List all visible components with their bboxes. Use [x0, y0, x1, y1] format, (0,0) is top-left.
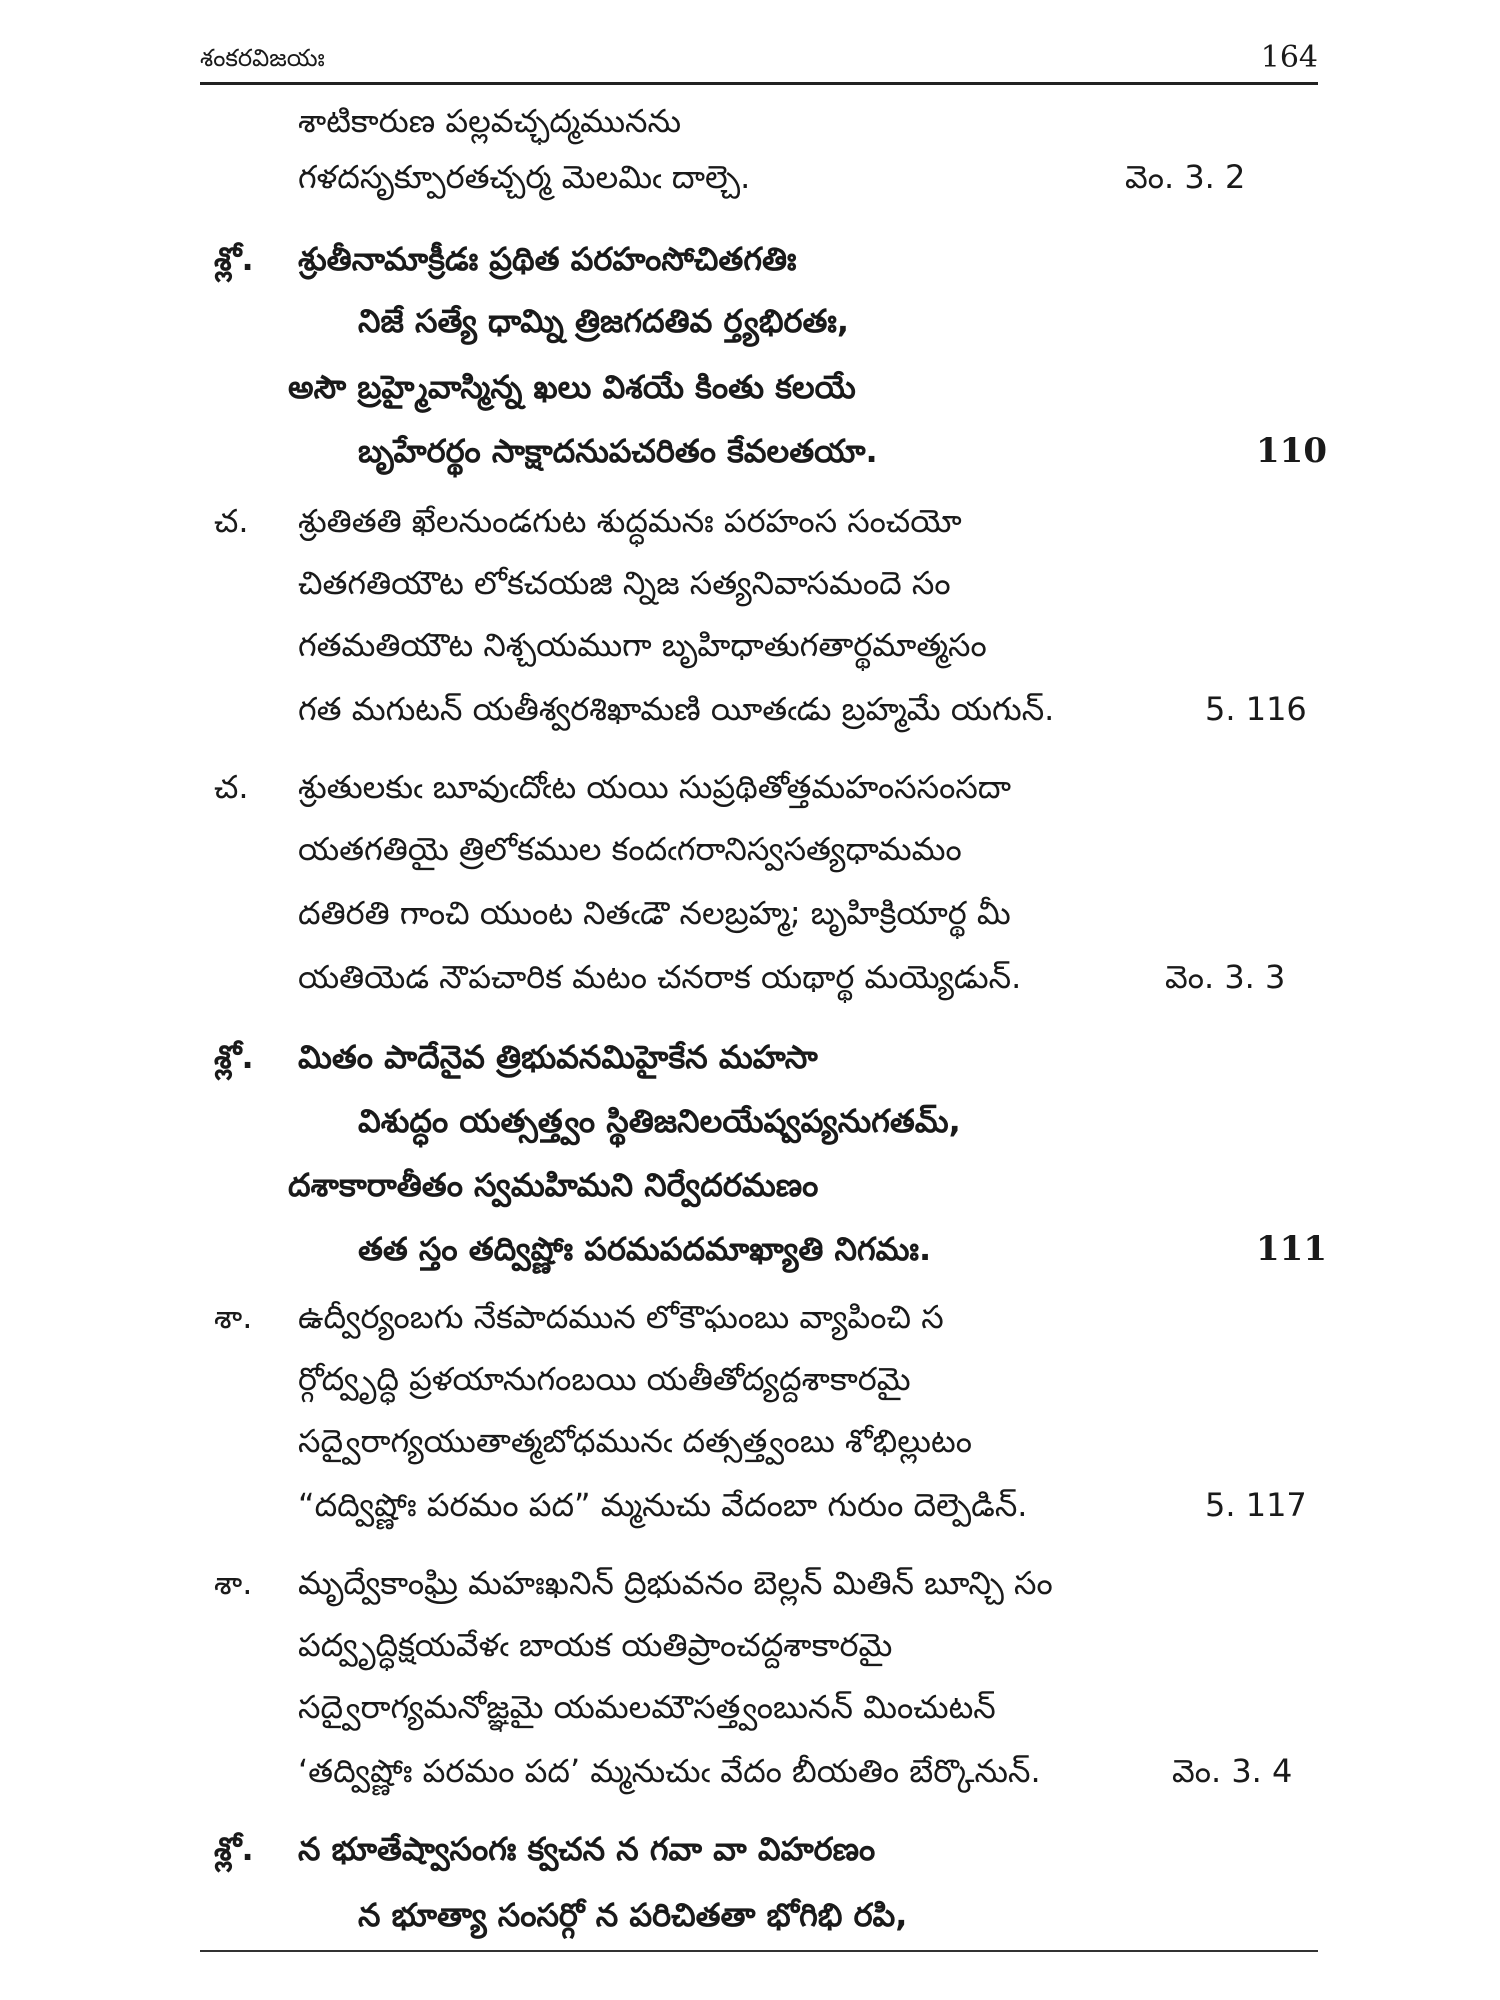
verse-number: 110	[1256, 431, 1327, 471]
verse-line: యతియెడ నౌపచారిక మటం చనరాక యథార్థ మయ్యెడున్.	[298, 958, 1022, 996]
verse-line: బృహేరర్థం సాక్షాదనుపచరితం కేవలతయా.	[358, 432, 878, 470]
verse-reference: వెం. 3. 2	[1125, 158, 1246, 196]
verse-reference: 5. 117	[1205, 1486, 1307, 1524]
verse-label: చ.	[214, 502, 249, 540]
verse-line: మితం పాదేనైవ త్రిభువనమిహైకేన మహసా	[298, 1038, 818, 1076]
verse-label: శా.	[214, 1564, 253, 1602]
verse-line: ర్గోద్వృద్ధి ప్రళయానుగంబయి యతీతోద్యద్దశాకారమై	[298, 1360, 911, 1398]
verse-line: శాటికారుణ పల్లవచ్ఛద్మమునను	[298, 102, 682, 140]
page-number: 164	[1260, 40, 1318, 75]
verse-line: శ్రుతీనామాక్రీడః ప్రథిత పరహంసోచితగతిః	[298, 240, 797, 278]
verse-line: పద్వృద్ధిక్షయవేళఁ బాయక యతిప్రాంచద్దశాకారమై	[298, 1626, 893, 1664]
verse-line: అసౌ బ్రహ్మైవాస్మిన్న ఖలు విశయే కింతు కలయే	[288, 368, 856, 406]
verse-reference: వెం. 3. 4	[1172, 1752, 1293, 1790]
verse-label: శ్లో.	[214, 1830, 254, 1868]
verse-line: ఉద్వీర్యంబగు నేకపాదమున లోకౌఘంబు వ్యాపించి స	[298, 1298, 944, 1336]
verse-number: 111	[1256, 1229, 1327, 1269]
verse-line: శ్రుతితతి ఖేలనుండగుట శుద్ధమనః పరహంస సంచయో	[298, 502, 962, 540]
verse-line: గతమతియౌట నిశ్చయముగా బృహిధాతుగతార్థమాత్మసం	[298, 626, 987, 664]
verse-label: చ.	[214, 768, 249, 806]
verse-line: తత స్తం తద్విష్ణోః పరమపదమాఖ్యాతి నిగమః.	[358, 1230, 932, 1268]
verse-line: గత మగుటన్ యతీశ్వరశిఖామణి యీతఁడు బ్రహ్మమే యగున్.	[298, 690, 1055, 728]
verse-line: చితగతియౌట లోకచయజి న్నిజ సత్యనివాసమందె సం	[298, 564, 951, 602]
verse-line: “దద్విష్ణోః పరమం పద” మ్మనుచు వేదంబా గురుం దెల్పెడిన్.	[298, 1486, 1028, 1524]
verse-label: శ్లో.	[214, 240, 254, 278]
verse-line: యతగతియై త్రిలోకముల కందఁగరానిస్వసత్యధామమం	[298, 830, 962, 868]
footer-rule	[200, 1950, 1318, 1952]
verse-line: శ్రుతులకుఁ బూవుఁదోఁట యయి సుప్రథితోత్తమహంససంసదా	[298, 768, 1012, 806]
verse-line: విశుద్ధం యత్సత్త్వం స్థితిజనిలయేష్వప్యనుగతమ్,	[358, 1102, 961, 1140]
verse-reference: వెం. 3. 3	[1165, 958, 1286, 996]
verse-line: దతిరతి గాంచి యుంట నితఁడౌ నలబ్రహ్మ; బృహిక్రియార్థ మీ	[298, 894, 1011, 932]
verse-line: దశాకారాతీతం స్వమహిమని నిర్వేదరమణం	[288, 1166, 819, 1204]
verse-line: మృద్వేకాంఘ్రి మహఃఖనిన్ ద్రిభువనం బెల్లన్ మితిన్ బూన్చి సం	[298, 1564, 1053, 1602]
verse-label: శా.	[214, 1298, 253, 1336]
book-title: శంకరవిజయః	[200, 44, 325, 72]
verse-label: శ్లో.	[214, 1038, 254, 1076]
verse-line: న భూత్యా సంసర్గో న పరిచితతా భోగిభి రపి,	[358, 1896, 908, 1934]
verse-line: నిజే సత్యే ధామ్ని త్రిజగదతివ ర్త్యభిరతః,	[358, 302, 849, 340]
verse-line: గళదసృక్పూరతచ్చర్మ మెలమిఁ దాల్చె.	[298, 158, 751, 196]
verse-line: సద్వైరాగ్యమనోజ్ఞమై యమలమౌసత్త్వంబునన్ మించుటన్	[298, 1688, 996, 1726]
verse-line: సద్వైరాగ్యయుతాత్మబోధమునఁ దత్సత్త్వంబు శోభిల్లుటం	[298, 1422, 972, 1460]
verse-line: న భూతేష్వాసంగః క్వచన న గవా వా విహరణం	[298, 1830, 876, 1868]
verse-reference: 5. 116	[1205, 690, 1307, 728]
verse-line: ‘తద్విష్ణోః పరమం పద’ మ్మనుచుఁ వేదం బీయతిం బేర్కొనున్.	[298, 1752, 1041, 1790]
